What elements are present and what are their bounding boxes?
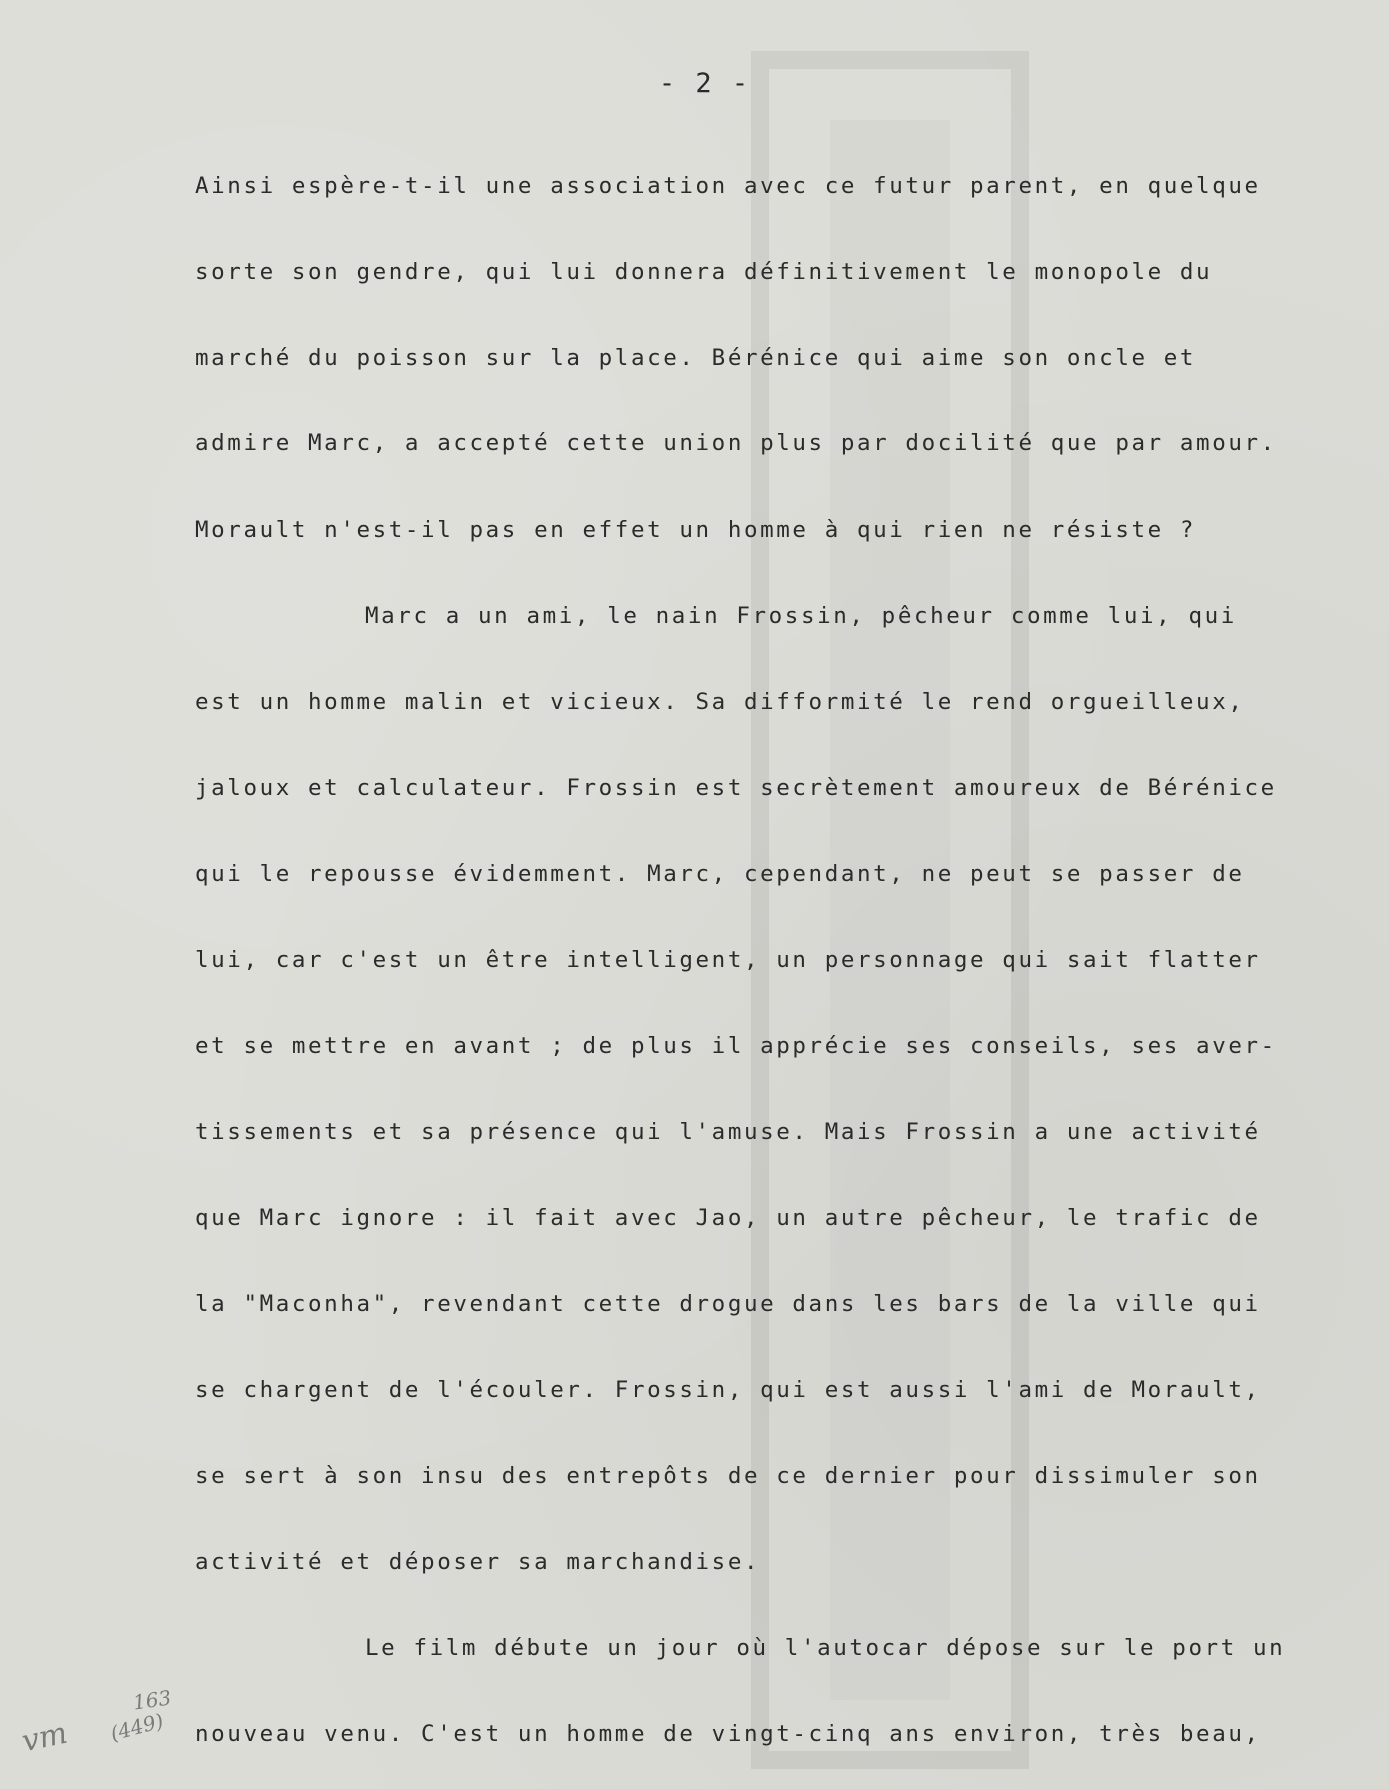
- margin-note-number: 163: [131, 1685, 173, 1715]
- text-line: marché du poisson sur la place. Bérénice qui aime son oncle et: [195, 345, 1197, 371]
- text-line: activité et déposer sa marchandise.: [195, 1549, 761, 1575]
- margin-note-number: (449): [107, 1708, 166, 1746]
- text-line: se sert à son insu des entrepôts de ce dernier pour dissimuler son: [195, 1463, 1261, 1489]
- text-line: qui le repousse évidemment. Marc, cependant, ne peut se passer de: [195, 861, 1245, 887]
- text-line: sorte son gendre, qui lui donnera définitivement le monopole du: [195, 259, 1213, 285]
- text-line: nouveau venu. C'est un homme de vingt-cinq ans environ, très beau,: [195, 1721, 1261, 1747]
- margin-note-text: vm: [18, 1715, 71, 1760]
- text-line: est un homme malin et vicieux. Sa difformité le rend orgueilleux,: [195, 689, 1245, 715]
- text-line: et se mettre en avant ; de plus il apprécie ses conseils, ses aver-: [195, 1033, 1277, 1059]
- text-line: admire Marc, a accepté cette union plus par docilité que par amour.: [195, 430, 1277, 456]
- text-line: Morault n'est-il pas en effet un homme à qui rien ne résiste ?: [195, 517, 1197, 543]
- text-line: tissements et sa présence qui l'amuse. Mais Frossin a une activité: [195, 1119, 1261, 1145]
- text-line: lui, car c'est un être intelligent, un personnage qui sait flatter: [195, 947, 1261, 973]
- handwritten-margin-note: [18, 1680, 188, 1770]
- text-line: Le film débute un jour où l'autocar dépose sur le port un: [365, 1635, 1286, 1661]
- text-line: Ainsi espère-t-il une association avec ce futur parent, en quelque: [195, 173, 1261, 199]
- text-line: se chargent de l'écouler. Frossin, qui est aussi l'ami de Morault,: [195, 1377, 1261, 1403]
- page-number: - 2 -: [658, 68, 751, 99]
- text-line: la "Maconha", revendant cette drogue dans les bars de la ville qui: [195, 1291, 1261, 1317]
- text-line: que Marc ignore : il fait avec Jao, un autre pêcheur, le trafic de: [195, 1205, 1261, 1231]
- text-line: jaloux et calculateur. Frossin est secrètement amoureux de Bérénice: [195, 775, 1277, 801]
- text-line: Marc a un ami, le nain Frossin, pêcheur comme lui, qui: [365, 603, 1237, 629]
